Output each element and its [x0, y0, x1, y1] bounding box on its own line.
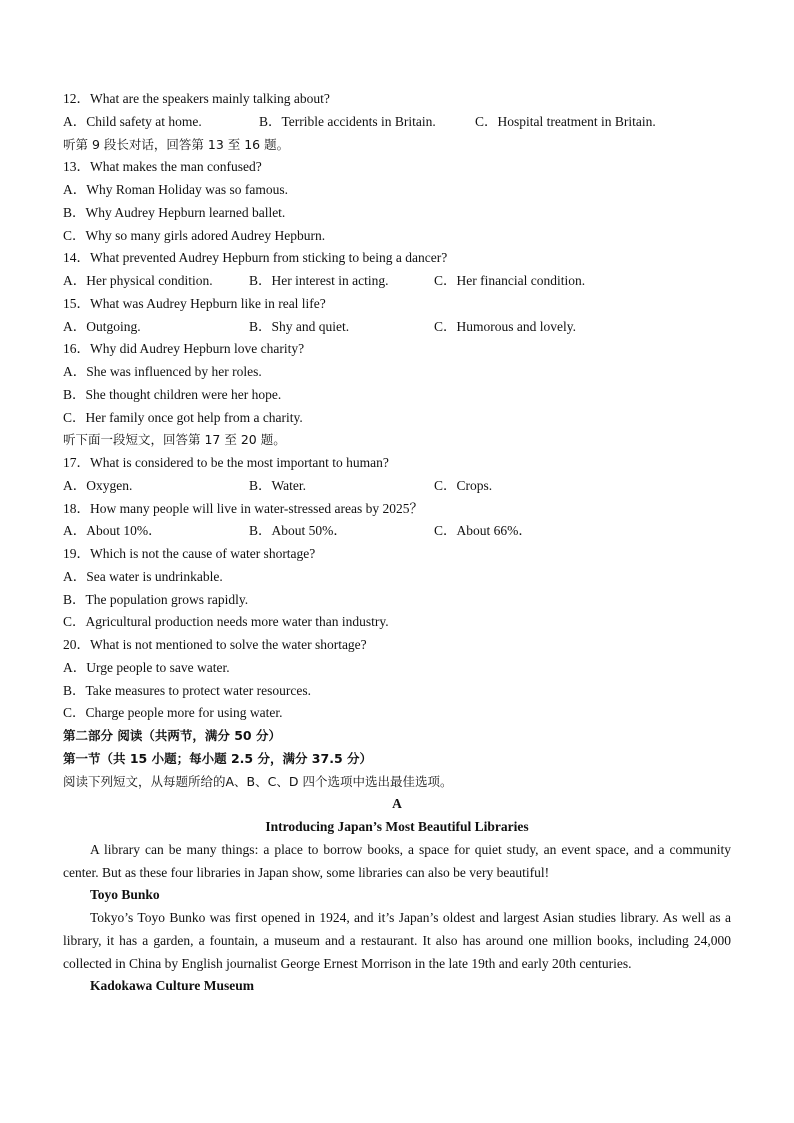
reading-section-title: 第一节（共 15 小题；每小题 2.5 分，满分 37.5 分） [63, 750, 372, 766]
q20-option-c: C．Charge people more for using water. [63, 705, 283, 721]
q18-option-b: B．About 50%． [249, 523, 347, 539]
q13-option-b: B．Why Audrey Hepburn learned ballet. [63, 204, 286, 220]
passage-letter: A [392, 796, 402, 812]
q14-stem: 14．What prevented Audrey Hepburn from sticking to being a dancer? [63, 250, 448, 266]
q19-option-c: C．Agricultural production needs more water than industry. [63, 614, 389, 630]
q12-option-a: A．Child safety at home. [63, 113, 202, 129]
q16-stem: 16．Why did Audrey Hepburn love charity? [63, 341, 305, 357]
q14-option-c: C．Her financial condition. [434, 273, 586, 288]
q17-options [63, 475, 731, 498]
q17-option-c: C．Crops. [434, 477, 493, 493]
q13-option-c: C．Why so many girls adored Audrey Hepburn. [63, 227, 326, 243]
q15-options [63, 316, 731, 339]
q15-stem: 15．What was Audrey Hepburn like in real life? [63, 295, 326, 311]
q18-option-a: A．About 10%． [63, 523, 162, 539]
q18-option-c: C．About 66%． [434, 523, 532, 539]
q14-option-a: A．Her physical condition. [63, 273, 213, 288]
q17-option-b: B．Water. [249, 477, 307, 493]
q12-stem: 12．What are the speakers mainly talking about? [63, 91, 330, 106]
q13-option-a: A．Why Roman Holiday was so famous. [63, 182, 288, 197]
toyo-bunko-heading: Toyo Bunko [90, 887, 160, 903]
reading-instruction: 阅读下列短文，从每题所给的A、B、C、D 四个选项中选出最佳选项。 [63, 773, 453, 789]
q14-options [63, 270, 731, 293]
q20-option-a: A．Urge people to save water. [63, 659, 230, 675]
q18-stem: 18．How many people will live in water-stressed areas by 2025？ [63, 500, 424, 516]
q18-options [63, 520, 731, 543]
q13-stem: 13．What makes the man confused? [63, 159, 262, 175]
instruction-dialogue-9: 听第 9 段长对话，回答第 13 至 16 题。 [63, 136, 290, 152]
q19-option-b: B．The population grows rapidly. [63, 591, 249, 607]
q20-stem: 20．What is not mentioned to solve the water shortage? [63, 637, 367, 652]
q12-option-b: B．Terrible accidents in Britain. [259, 113, 436, 129]
q12-options [63, 111, 731, 134]
q16-option-c: C．Her family once got help from a charity. [63, 409, 303, 425]
q14-option-b: B．Her interest in acting. [249, 273, 389, 288]
q16-option-a: A．She was influenced by her roles. [63, 364, 262, 379]
q15-option-a: A．Outgoing. [63, 318, 141, 334]
q19-option-a: A．Sea water is undrinkable. [63, 568, 223, 584]
passage-title: Introducing Japan’s Most Beautiful Libraries [265, 819, 529, 834]
q16-option-b: B．She thought children were her hope. [63, 386, 282, 402]
q17-option-a: A．Oxygen. [63, 477, 133, 493]
exam-page [63, 88, 731, 998]
kadokawa-heading: Kadokawa Culture Museum [90, 978, 255, 994]
q15-option-b: B．Shy and quiet. [249, 318, 350, 334]
toyo-bunko-text: Tokyo’s Toyo Bunko was first opened in 1924, and it’s Japan’s oldest and largest Asian studies library. As well as a library, it has a garden, a fountain, a museum and a restaurant. It also has around one million books, including 24,000 collected in China by English journalist George Ernest Morrison in the late 19th and early 20th centuries. [63, 910, 731, 971]
passage-intro: A library can be many things: a place to borrow books, a space for quiet study, an event space, and a community center. But as these four libraries in Japan show, some libraries can also be very beautiful! [63, 841, 731, 880]
q12-option-c: C．Hospital treatment in Britain. [475, 113, 656, 129]
q15-option-c: C．Humorous and lovely. [434, 318, 576, 334]
instruction-short-passage: 听下面一段短文，回答第 17 至 20 题。 [63, 432, 286, 448]
q17-stem: 17．What is considered to be the most important to human? [63, 455, 389, 470]
q19-stem: 19．Which is not the cause of water shortage? [63, 546, 316, 561]
reading-part-title: 第二部分 阅读（共两节，满分 50 分） [63, 728, 281, 743]
q20-option-b: B．Take measures to protect water resources. [63, 682, 311, 698]
